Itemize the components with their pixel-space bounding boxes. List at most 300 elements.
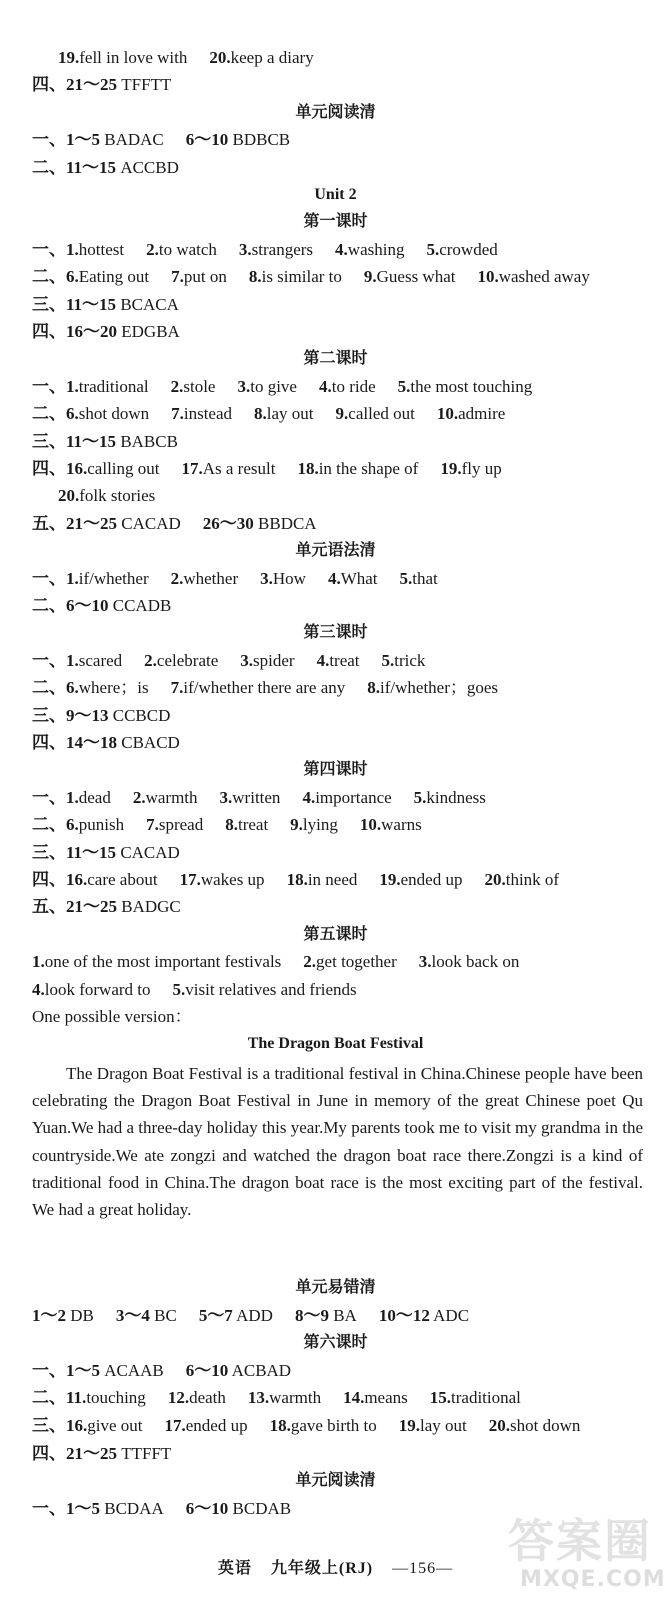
answer-item: [66, 130, 164, 149]
answer-item: [186, 1499, 291, 1518]
answer-text: folk stories: [79, 486, 156, 506]
question-number: 2.: [170, 376, 184, 396]
answer-text: BADGC: [117, 897, 181, 917]
question-number: 21～25: [66, 75, 117, 95]
question-number: 2.: [132, 787, 146, 807]
question-number: 19.: [398, 1416, 421, 1435]
answer-line: [32, 374, 647, 400]
question-number: 1～2: [32, 1305, 66, 1325]
question-number: 21～25: [66, 513, 117, 533]
answer-text: strangers: [251, 239, 314, 259]
answer-item: [66, 569, 149, 588]
answer-item: [66, 1499, 164, 1518]
answer-text: trick: [394, 650, 426, 670]
question-number: 6.: [66, 267, 79, 287]
question-group-prefix: 二、: [32, 678, 66, 698]
answer-line: [32, 264, 647, 290]
answer-text: look back on: [431, 952, 520, 972]
answer-text: BCDAA: [100, 1498, 164, 1518]
answer-item: [317, 651, 360, 670]
answer-text: ACBAD: [228, 1360, 292, 1380]
answer-item: [66, 1416, 143, 1435]
answer-item: [165, 1416, 248, 1435]
answer-text: warns: [381, 815, 422, 835]
question-number: 19.: [379, 870, 401, 889]
answer-text: keep a diary: [230, 48, 314, 67]
question-number: 9.: [335, 404, 349, 424]
answer-item: [66, 788, 111, 807]
answer-item: [66, 459, 159, 478]
question-number: 4.: [32, 979, 45, 999]
answer-text: touching: [86, 1388, 146, 1408]
answer-item: [66, 1388, 146, 1407]
answer-item: [398, 377, 533, 396]
answer-line: [32, 675, 647, 701]
answer-text: scared: [78, 650, 123, 670]
answer-text: kindness: [426, 787, 486, 807]
question-number: 6～10: [185, 1360, 229, 1380]
question-group-prefix: 五、: [32, 513, 66, 533]
answer-item: [290, 815, 338, 834]
answer-text: stole: [183, 376, 216, 396]
answer-line: [32, 949, 647, 975]
answer-item: [32, 1306, 94, 1325]
answer-line: One possible version：: [32, 1007, 192, 1026]
answer-item: [477, 267, 589, 286]
answer-text: think of: [505, 870, 560, 889]
answer-text: Eating out: [78, 267, 150, 287]
answer-text: spider: [253, 650, 295, 670]
answer-item: [336, 404, 415, 423]
answer-line: [58, 45, 647, 71]
question-number: 4.: [316, 650, 330, 670]
answer-item: [180, 870, 265, 889]
answer-line: [32, 456, 647, 482]
answer-text: ACCBD: [116, 157, 179, 177]
footer-page-number: —156—: [392, 1560, 454, 1577]
answer-text: one of the most important festivals: [44, 952, 282, 972]
question-number: 6.: [66, 815, 79, 835]
question-group-prefix: 四、: [32, 75, 66, 95]
answer-text: gave birth to: [290, 1416, 377, 1435]
answer-item: [66, 322, 180, 341]
question-number: 4.: [335, 239, 348, 259]
question-group-prefix: 三、: [32, 705, 66, 725]
question-number: 5.: [172, 979, 186, 999]
answer-item: [66, 1361, 164, 1380]
answer-line: [32, 237, 647, 263]
answer-text: BC: [149, 1305, 177, 1325]
question-number: 8.: [254, 404, 267, 424]
question-number: 5.: [381, 650, 395, 670]
question-number: 1.: [32, 952, 45, 972]
answer-text: traditional: [451, 1388, 521, 1408]
answer-item: [66, 897, 181, 916]
answer-text: to watch: [158, 239, 217, 259]
question-group-prefix: 四、: [32, 870, 66, 889]
question-number: 17.: [164, 1416, 186, 1435]
answer-text: lying: [302, 815, 338, 835]
question-number: 16～20: [66, 322, 117, 341]
question-number: 1.: [66, 239, 79, 259]
answer-item: [237, 377, 297, 396]
answer-text: BA: [328, 1305, 357, 1325]
question-group-prefix: 一、: [32, 376, 66, 396]
question-number: 6.: [66, 404, 79, 424]
question-number: 7.: [171, 404, 184, 424]
answer-text: CCADB: [108, 596, 172, 615]
question-number: 7.: [171, 267, 184, 287]
answer-item: [171, 678, 346, 697]
answer-line: [32, 566, 647, 592]
answer-text: where；is: [78, 678, 149, 698]
question-number: 1～5: [66, 1498, 100, 1518]
answer-text: look forward to: [44, 979, 151, 999]
question-number: 16.: [66, 459, 88, 478]
answer-line: [32, 1413, 647, 1439]
answer-item: [239, 240, 313, 259]
question-number: 9.: [363, 267, 377, 287]
answer-text: CACAD: [117, 513, 181, 533]
question-number: 8.: [248, 267, 262, 287]
question-number: 3～4: [115, 1305, 150, 1325]
question-group-prefix: 四、: [32, 733, 66, 752]
answer-text: CBACD: [117, 733, 180, 752]
question-number: 3.: [260, 568, 273, 588]
answer-line: [32, 511, 647, 537]
answer-item: [364, 267, 456, 286]
answer-line: [32, 894, 647, 920]
answer-line: [32, 730, 647, 756]
answer-text: punish: [78, 815, 125, 835]
answer-item: [400, 569, 438, 588]
question-number: 16.: [66, 1416, 88, 1435]
question-number: 10～12: [378, 1305, 430, 1325]
answer-text: shot down: [78, 404, 150, 424]
question-number: 11.: [66, 1388, 87, 1408]
answer-text: CCBCD: [108, 705, 171, 725]
answer-item: [295, 1306, 357, 1325]
section-heading: 单元阅读清: [295, 103, 376, 121]
answer-item: [440, 459, 501, 478]
answer-text: DB: [66, 1305, 94, 1325]
question-group-prefix: 一、: [32, 787, 66, 807]
question-number: 3.: [237, 376, 251, 396]
answer-item: [328, 569, 378, 588]
answer-line: [32, 72, 647, 98]
section-heading: 第六课时: [303, 1334, 368, 1352]
answer-item: [220, 788, 281, 807]
answer-item: [254, 404, 314, 423]
question-number: 1.: [66, 376, 79, 396]
answer-text: calling out: [87, 459, 160, 478]
answer-line: [32, 319, 647, 345]
section-heading: Unit 2: [314, 186, 357, 203]
answer-item: [32, 980, 151, 999]
section-heading: 单元语法清: [295, 542, 376, 560]
section-heading: The Dragon Boat Festival: [247, 1035, 424, 1053]
footer-grade: 九年级上(RJ): [270, 1560, 374, 1577]
question-number: 1.: [66, 787, 79, 807]
question-number: 21～25: [66, 897, 117, 917]
answer-item: [367, 678, 498, 697]
essay-block: [32, 1060, 643, 1223]
answer-item: [66, 404, 149, 423]
answer-item: [484, 870, 559, 889]
answer-text: Guess what: [376, 267, 456, 287]
question-number: 8.: [225, 815, 238, 835]
section-heading: 第三课时: [303, 624, 368, 642]
answer-text: celebrate: [156, 650, 219, 670]
answer-text: the most touching: [410, 376, 533, 396]
answer-text: called out: [348, 404, 415, 424]
answer-text: visit relatives and friends: [185, 979, 357, 999]
question-number: 9～13: [66, 705, 109, 725]
answer-text: fell in love with: [79, 48, 188, 67]
question-group-prefix: 三、: [32, 842, 66, 862]
answer-line: [32, 429, 647, 455]
answer-text: warmth: [145, 787, 198, 807]
answer-line: [58, 483, 647, 509]
question-number: 1～5: [66, 1360, 100, 1380]
answer-text: written: [232, 787, 281, 807]
question-number: 13.: [247, 1388, 270, 1408]
answer-text: instead: [183, 404, 233, 424]
question-number: 11～15: [66, 842, 117, 862]
answer-item: [66, 158, 179, 177]
question-number: 3.: [418, 952, 432, 972]
answer-item: [379, 870, 462, 889]
answer-item: [186, 1361, 291, 1380]
question-group-prefix: 二、: [32, 1388, 66, 1408]
answer-item: [270, 1416, 377, 1435]
answer-item: [225, 815, 268, 834]
answer-text: if/whether: [78, 568, 149, 588]
question-number: 17.: [181, 459, 203, 478]
question-number: 26～30: [202, 513, 254, 533]
answer-line: [32, 1385, 647, 1411]
question-number: 18.: [269, 1416, 291, 1435]
answer-text: admire: [458, 404, 506, 424]
section-heading: 第五课时: [303, 925, 368, 943]
answer-item: [66, 75, 171, 94]
question-number: 9.: [290, 815, 303, 835]
question-group-prefix: 二、: [32, 815, 66, 835]
answer-text: ADC: [429, 1305, 470, 1325]
section-heading: 第二课时: [303, 350, 368, 368]
answer-item: [203, 514, 317, 533]
answer-item: [199, 1306, 273, 1325]
answer-line: [32, 127, 647, 153]
question-number: 8～9: [294, 1305, 329, 1325]
answer-item: [414, 788, 486, 807]
answer-line: [32, 593, 647, 619]
question-group-prefix: 三、: [32, 294, 66, 314]
question-number: 2.: [170, 568, 184, 588]
answer-item: [379, 1306, 469, 1325]
question-group-prefix: 一、: [32, 1498, 66, 1518]
question-group-prefix: 五、: [32, 897, 66, 917]
answer-line: [32, 648, 647, 674]
question-number: 2.: [146, 239, 159, 259]
answer-item: [489, 1416, 581, 1435]
answer-line: [32, 785, 647, 811]
answer-item: [58, 48, 187, 67]
question-number: 14～18: [66, 733, 117, 752]
answer-item: [297, 459, 418, 478]
question-group-prefix: 三、: [32, 431, 66, 451]
question-number: 6～10: [185, 130, 229, 150]
answer-item: [168, 1388, 226, 1407]
answer-text: washing: [347, 239, 405, 259]
answer-text: wakes up: [200, 870, 265, 889]
question-number: 19.: [440, 459, 462, 478]
question-number: 5.: [399, 568, 413, 588]
answer-text: if/whether；goes: [380, 678, 499, 698]
answer-item: [66, 596, 171, 615]
question-number: 4.: [318, 376, 332, 396]
question-group-prefix: 一、: [32, 239, 66, 259]
answer-item: [116, 1306, 177, 1325]
question-number: 5.: [426, 239, 440, 259]
answer-item: [146, 815, 203, 834]
answer-text: What: [340, 568, 378, 588]
answer-item: [144, 651, 218, 670]
question-number: 16.: [66, 870, 88, 889]
answer-line: [32, 1358, 647, 1384]
answer-text: BABCB: [116, 431, 178, 451]
question-number: 3.: [240, 650, 254, 670]
answer-item: [430, 1388, 521, 1407]
answer-item: [260, 569, 306, 588]
question-number: 3.: [219, 787, 233, 807]
answer-text: treat: [329, 650, 360, 670]
essay-paragraph: The Dragon Boat Festival is a traditional festival in China.Chinese people have been celebrating the Dragon Boat Festival in June in memory of the great Chinese poet Qu Yuan.We had a three-day holiday this year.My parents took me to visit my grandma in the countryside.We ate zongzi and watched the dragon boat race there.Zongzi is a kind of traditional food in China.The dragon boat race is the most exciting part of the festival. We had a great holiday.: [32, 1064, 643, 1220]
answer-text: TTFFT: [117, 1443, 172, 1463]
answer-text: to give: [250, 376, 297, 396]
answer-text: EDGBA: [117, 322, 180, 341]
answer-item: [58, 486, 155, 505]
question-number: 10.: [359, 815, 382, 835]
question-number: 10.: [477, 267, 499, 287]
question-group-prefix: 二、: [32, 157, 66, 177]
question-number: 20.: [209, 48, 231, 67]
question-group-prefix: 二、: [32, 404, 66, 424]
question-number: 7.: [170, 678, 184, 698]
question-number: 5.: [413, 787, 427, 807]
answer-line: [32, 1441, 647, 1467]
answer-item: [66, 843, 180, 862]
question-number: 1.: [66, 568, 79, 588]
answer-text: shot down: [510, 1416, 581, 1435]
watermark-cn: 答案圈: [508, 1514, 652, 1568]
answer-line: [32, 1303, 647, 1329]
section-heading: 单元阅读清: [295, 1472, 376, 1490]
answer-item: [66, 733, 180, 752]
answer-line: [32, 703, 647, 729]
question-number: 7.: [146, 815, 159, 835]
answer-text: BBDCA: [253, 513, 317, 533]
answer-item: [133, 788, 198, 807]
answer-item: [437, 404, 505, 423]
answer-text: put on: [183, 267, 227, 287]
answer-line: [32, 292, 647, 318]
question-number: 1～5: [66, 130, 100, 150]
question-group-prefix: 一、: [32, 130, 66, 150]
answer-text: traditional: [78, 376, 149, 396]
question-group-prefix: 一、: [32, 650, 66, 670]
answer-line: [32, 155, 647, 181]
answer-item: [343, 1388, 408, 1407]
answer-text: BCACA: [116, 294, 179, 314]
answer-text: give out: [87, 1416, 143, 1435]
answer-text: hottest: [78, 239, 125, 259]
answer-item: [66, 815, 124, 834]
answer-item: [248, 1388, 321, 1407]
answer-item: [287, 870, 358, 889]
answer-item: [66, 514, 181, 533]
answer-item: [240, 651, 294, 670]
question-group-prefix: 一、: [32, 568, 66, 588]
question-number: 18.: [297, 459, 319, 478]
question-number: 8.: [367, 678, 381, 698]
section-heading: 单元易错清: [295, 1279, 376, 1296]
question-number: 11～15: [66, 431, 117, 451]
question-number: 18.: [286, 870, 308, 889]
answer-text: warmth: [269, 1388, 322, 1408]
answer-item: [66, 240, 124, 259]
question-group-prefix: 四、: [32, 1443, 66, 1463]
answer-text: lay out: [266, 404, 314, 424]
answer-item: [66, 870, 158, 889]
answer-text: importance: [315, 787, 392, 807]
answer-text: TFFTT: [117, 75, 172, 95]
question-number: 12.: [167, 1388, 190, 1408]
answer-text: in need: [307, 870, 358, 889]
question-number: 21～25: [66, 1443, 117, 1463]
answer-item: [399, 1416, 467, 1435]
question-number: 11～15: [66, 294, 117, 314]
answer-text: fly up: [461, 459, 502, 478]
answer-line: [32, 977, 647, 1003]
answer-item: [303, 952, 396, 971]
question-number: 6.: [66, 678, 79, 698]
answer-item: [66, 651, 122, 670]
answer-item: [32, 952, 281, 971]
answer-line: [32, 840, 647, 866]
answer-text: BADAC: [100, 130, 164, 150]
answer-text: death: [189, 1388, 226, 1408]
answer-text: dead: [78, 787, 111, 807]
answer-item: [66, 432, 178, 451]
answer-line: [32, 867, 647, 893]
answer-item: [173, 980, 357, 999]
answer-item: [426, 240, 497, 259]
answer-item: [302, 788, 391, 807]
answer-text: in the shape of: [318, 459, 419, 478]
answer-text: CACAD: [116, 842, 180, 862]
answer-text: whether: [183, 568, 239, 588]
question-number: 11～15: [66, 157, 117, 177]
answer-text: is similar to: [261, 267, 342, 287]
watermark-en: MXQE.COM: [520, 1567, 666, 1592]
question-number: 6～10: [185, 1498, 229, 1518]
answer-text: ended up: [185, 1416, 248, 1435]
answer-item: [419, 952, 520, 971]
question-group-prefix: 一、: [32, 1360, 66, 1380]
answer-item: [171, 377, 216, 396]
answer-text: ACAAB: [100, 1360, 164, 1380]
